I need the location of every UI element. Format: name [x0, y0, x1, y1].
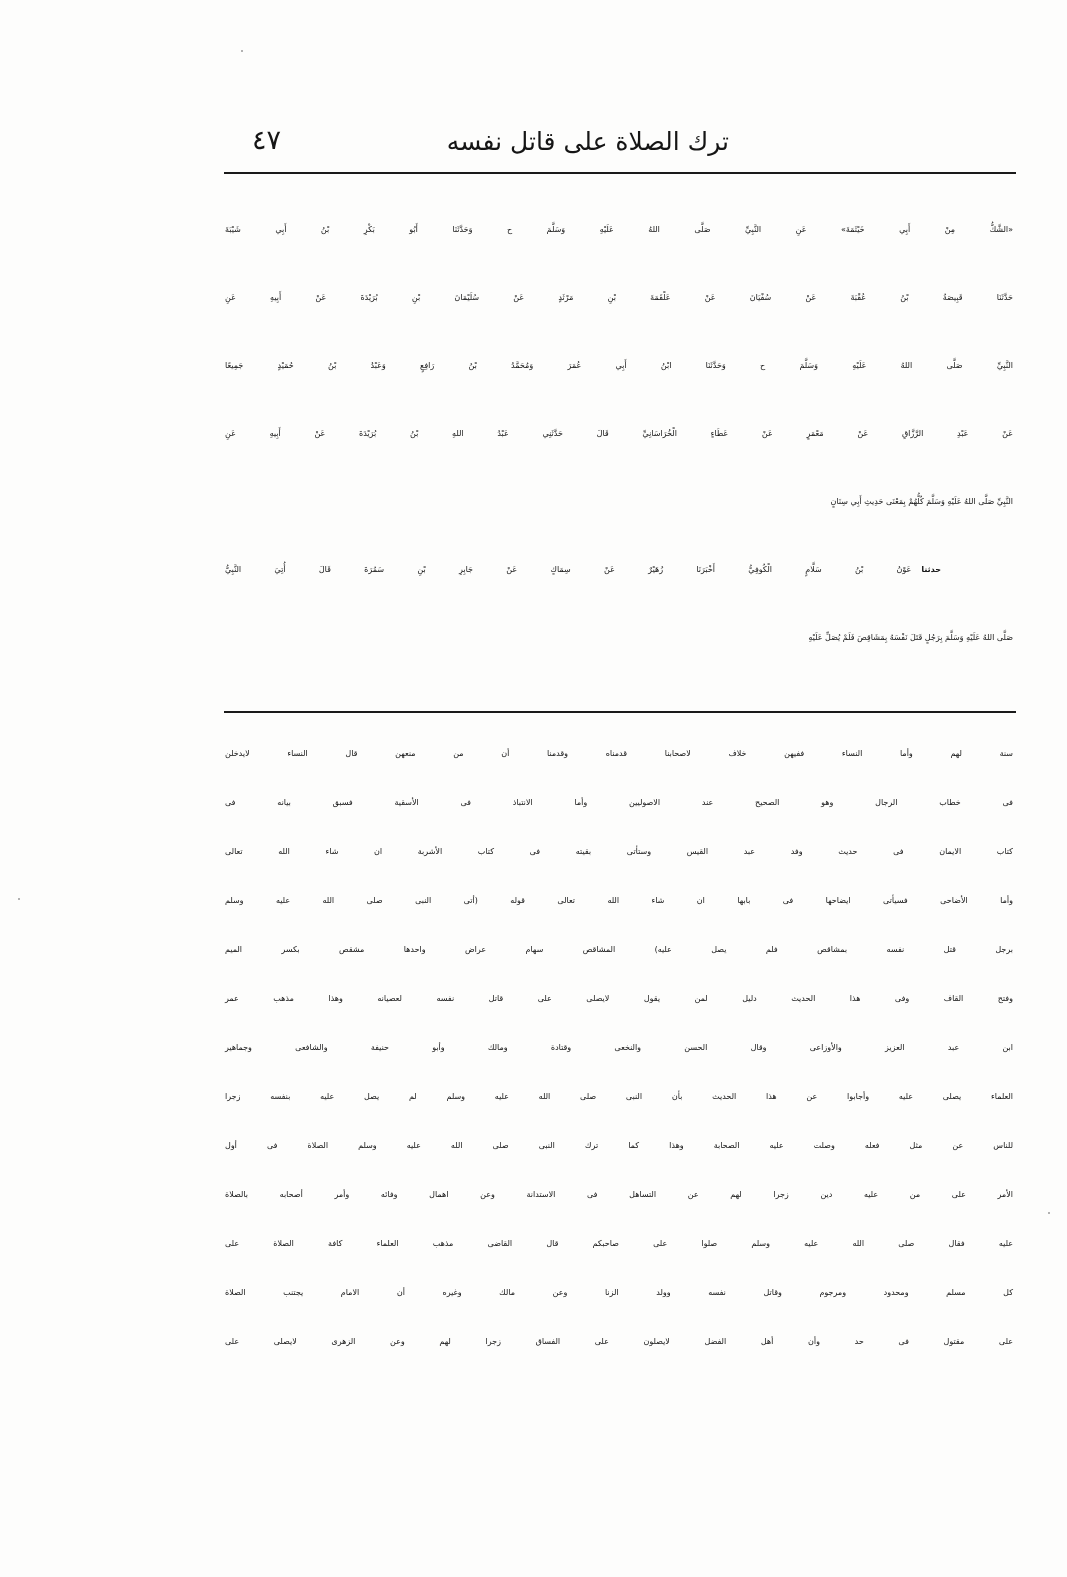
commentary-text: [225, 729, 1013, 1366]
commentary-line: سنة لهم وأما النساء ففيهن خلاف لاصحابنا قدمناه وقدمنا أن من منعهن قال النساء لايدخلن: [225, 749, 1013, 758]
scan-speck: [18, 898, 20, 900]
commentary-line: وفتح القاف وفى هذا الحديث دليل لمن يقول لايصلى على قاتل نفسه لعصيانه وهذا مذهب عمر: [225, 994, 1013, 1003]
hadith-line: [225, 536, 1013, 604]
hadith-line: حَدَّثَنَا قَبِيصَةُ بْنُ عُقْبَةَ عَنْ سُفْيَانَ عَنْ عَلْقَمَةَ بْنِ مَرْثَدٍ عَنْ سُلَيْمَانَ بْنِ بُرَيْدَةَ عَنْ أَبِيهِ عَنِ: [225, 293, 1013, 302]
commentary-line: للناس عن مثل فعله وصلت عليه الصحابة وهذا كما ترك النبى صلى الله عليه وسلم الصلاة فى أول: [225, 1141, 1013, 1150]
commentary-line: فى خطاب الرجال وهو الصحيح عند الاصوليين وأما الانتباذ فى الأسقية فسبق بيانه فى: [225, 798, 1013, 807]
scan-speck: [1048, 1212, 1050, 1214]
commentary-line: على مقتول فى حد وأن أهل الفضل لايصلون على الفساق زجرا لهم وعن الزهرى لايصلى على: [225, 1337, 1013, 1346]
hadith-line: النَّبِيِّ صَلَّى اللهُ عَلَيْهِ وَسَلَّمَ ح وَحَدَّثَنَا ابْنُ أَبِي عُمَرَ وَمُحَمَّدُ بْنُ رَافِعٍ وَعَبْدُ بْنُ حُمَيْدٍ جَمِيعًا: [225, 361, 1013, 370]
hadith-line-text: عَوْنُ بْنُ سَلَّامٍ الْكُوفِيُّ أَخْبَرَنَا زُهَيْرٌ عَنْ سِمَاكٍ عَنْ جَابِرِ بْنِ سَمُرَةَ قَالَ أُتِيَ النَّبِيُّ: [225, 565, 912, 574]
hadith-line: صَلَّى اللهُ عَلَيْهِ وَسَلَّمَ بِرَجُلٍ قَتَلَ نَفْسَهُ بِمَشَاقِصَ فَلَمْ يُصَلِّ عَلَيْهِ: [808, 633, 1013, 642]
commentary-line: برجل قتل نفسه بمشاقص فلم يصل عليه) المشاقص سهام عراض واحدها مشقص بكسر الميم: [225, 945, 1013, 954]
hadith-line: عَنْ عَبْدِ الرَّزَّاقِ عَنْ مَعْمَرٍ عَنْ عَطَاءٍ الْخُرَاسَانِيِّ قَالَ حَدَّثَنِي عَبْدُ اللهِ بْنُ بُرَيْدَةَ عَنْ أَبِيهِ عَنِ: [225, 429, 1013, 438]
hadith-line: النَّبِيِّ صَلَّى اللهُ عَلَيْهِ وَسَلَّمَ كُلُّهُمْ بِمَعْنَى حَدِيثِ أَبِي سِنَانٍ: [830, 497, 1013, 506]
page-number: ٤٧: [252, 125, 282, 156]
commentary-line: كتاب الايمان فى حديث وفد عبد القيس وستأتى بقيته فى كتاب الأشربة ان شاء الله تعالى: [225, 847, 1013, 856]
section-divider: [224, 711, 1016, 713]
commentary-line: ابن عبد العزيز والأوزاعى وقال الحسن والنخعى وقتادة ومالك وأبو حنيفة والشافعى وجماهير: [225, 1043, 1013, 1052]
commentary-line: الأمر على من عليه دين زجرا لهم عن التساهل فى الاستدانة وعن اهمال وفائه وأمر أصحابه بالصلاة: [225, 1190, 1013, 1199]
hadith-line: «الشَّكُّ مِنْ أَبِي خَيْثَمَةَ» عَنِ النَّبِيِّ صَلَّى اللهُ عَلَيْهِ وَسَلَّمَ ح وَحَدَّثَنَا أَبُو بَكْرِ بْنُ أَبِي شَيْبَةَ: [225, 225, 1013, 234]
running-title: ترك الصلاة على قاتل نفسه: [446, 127, 729, 156]
hadith-text: [225, 196, 1013, 672]
commentary-line: وأما الأضاحى فسيأتى ايضاحها فى بابها ان شاء الله تعالى قوله (أتى النبى صلى الله عليه وسلم: [225, 896, 1013, 905]
scan-speck: [241, 50, 243, 52]
hadith-start-marker: حدثنا: [921, 565, 941, 574]
commentary-line: كل مسلم ومحدود ومرجوم وقاتل نفسه وولد الزنا وعن مالك وغيره أن الامام يجتنب الصلاة: [225, 1288, 1013, 1297]
header-rule: [224, 172, 1016, 174]
commentary-line: العلماء يصلى عليه وأجابوا عن هذا الحديث بأن النبى صلى الله عليه وسلم لم يصل عليه بنفسه زجرا: [225, 1092, 1013, 1101]
commentary-line: عليه فقال صلى الله عليه وسلم صلوا على صاحبكم قال القاضى مذهب العلماء كافة الصلاة على: [225, 1239, 1013, 1248]
